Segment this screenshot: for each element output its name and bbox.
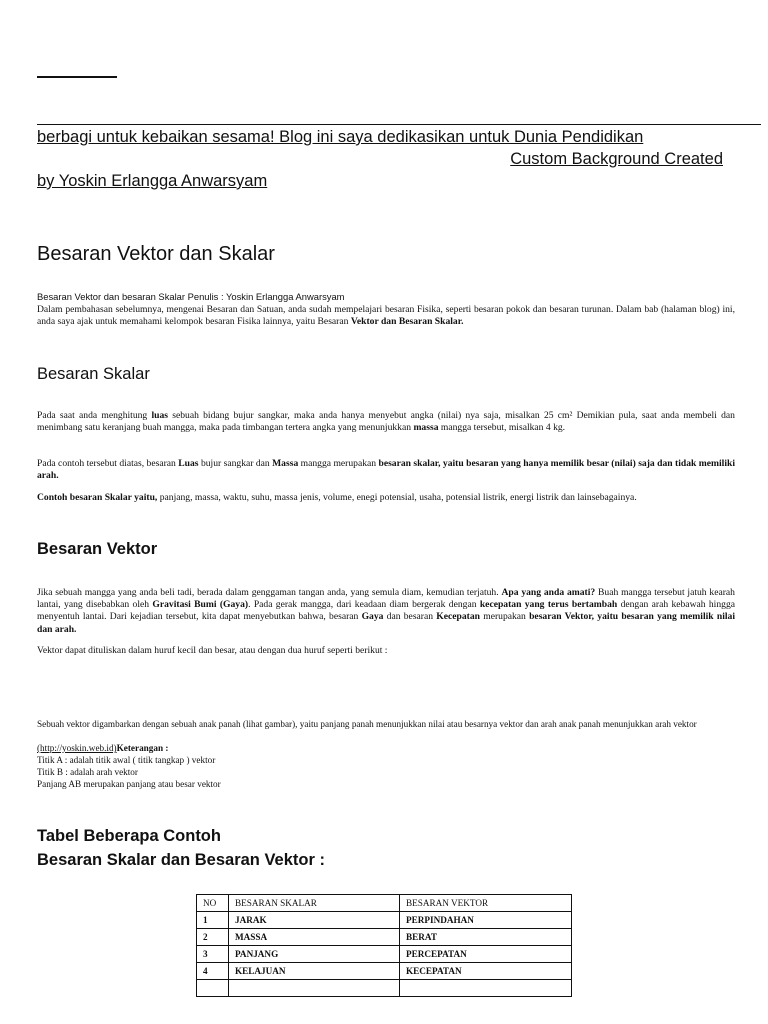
table-title-line-2: Besaran Skalar dan Besaran Vektor : xyxy=(37,851,325,869)
keterangan-item-2: Titik B : adalah arah vektor xyxy=(37,767,138,777)
vektor-paragraph-3: Sebuah vektor digambarkan dengan sebuah anak panah (lihat gambar), yaitu panjang panah menunjukkan nilai atau besarnya vektor dan arah anak panah menunjukkan arah vektor xyxy=(37,719,697,729)
table-cell: JARAK xyxy=(229,912,400,929)
table-cell: BERAT xyxy=(400,929,572,946)
keterangan-line: (http://yoskin.web.id)Keterangan : xyxy=(37,743,169,753)
skalar-paragraph-1: Pada saat anda menghitung luas sebuah bidang bujur sangkar, maka anda hanya menyebut angka (nilai) nya saja, misalkan 25 cm² Demikian pula, saat anda membeli dan menimbang satu keranjang buah mangga, maka pada timbangan tertera angka yang menunjukkan massa mangga tersebut, misalkan 4 kg. xyxy=(37,410,735,434)
table-cell: MASSA xyxy=(229,929,400,946)
table-header-cell: BESARAN VEKTOR xyxy=(400,895,572,912)
table-cell: PERCEPATAN xyxy=(400,946,572,963)
table-title xyxy=(37,824,325,872)
table-cell xyxy=(197,980,229,997)
table-cell xyxy=(400,980,572,997)
skalar-paragraph-2: Pada contoh tersebut diatas, besaran Luas bujur sangkar dan Massa mangga merupakan besaran skalar, yaitu besaran yang hanya memilik besar (nilai) saja dan tidak memiliki arah. xyxy=(37,458,735,482)
table-cell xyxy=(229,980,400,997)
keterangan-item-3: Panjang AB merupakan panjang atau besar vektor xyxy=(37,779,221,789)
table-row xyxy=(197,912,572,929)
source-link[interactable]: (http://yoskin.web.id) xyxy=(37,743,117,753)
vektor-paragraph-2: Vektor dapat dituliskan dalam huruf kecil dan besar, atau dengan dua huruf seperti berikut : xyxy=(37,645,388,656)
scalar-vector-table xyxy=(196,894,572,997)
table-row xyxy=(197,929,572,946)
article-title: Besaran Vektor dan Skalar xyxy=(37,243,275,265)
table-cell: 3 xyxy=(197,946,229,963)
table-row xyxy=(197,963,572,980)
blog-banner-text[interactable]: berbagi untuk kebaikan sesama! Blog ini saya dedikasikan untuk Dunia Pendidikan xyxy=(37,128,644,146)
top-underline-decoration xyxy=(37,76,117,78)
table-header-cell: NO xyxy=(197,895,229,912)
skalar-paragraph-3: Contoh besaran Skalar yaitu, panjang, massa, waktu, suhu, massa jenis, volume, enegi potensial, usaha, potensial listrik, energi listrik dan lainsebagainya. xyxy=(37,492,637,503)
banner-top-rule xyxy=(37,124,761,125)
table-cell: 1 xyxy=(197,912,229,929)
table-cell: 2 xyxy=(197,929,229,946)
table-cell: KECEPATAN xyxy=(400,963,572,980)
table-cell: KELAJUAN xyxy=(229,963,400,980)
article-byline: Besaran Vektor dan besaran Skalar Penulis : Yoskin Erlangga Anwarsyam xyxy=(37,291,345,302)
table-cell: 4 xyxy=(197,963,229,980)
blog-banner-text-2[interactable]: Custom Background Created xyxy=(510,150,723,168)
blog-banner-author[interactable]: by Yoskin Erlangga Anwarsyam xyxy=(37,172,268,190)
table-cell: PANJANG xyxy=(229,946,400,963)
table-row xyxy=(197,980,572,997)
table-title-line-1: Tabel Beberapa Contoh xyxy=(37,827,221,845)
table-row xyxy=(197,946,572,963)
keterangan-item-1: Titik A : adalah titik awal ( titik tangkap ) vektor xyxy=(37,755,216,765)
intro-paragraph: Dalam pembahasan sebelumnya, mengenai Besaran dan Satuan, anda sudah mempelajari besaran Fisika, seperti besaran pokok dan besaran turunan. Dalam bab (halaman blog) ini, anda saya ajak untuk memahami kelompok besaran Fisika lainnya, yaitu Besaran Vektor dan Besaran Skalar. xyxy=(37,304,735,328)
table-cell: PERPINDAHAN xyxy=(400,912,572,929)
vektor-paragraph-1: Jika sebuah mangga yang anda beli tadi, berada dalam genggaman tangan anda, yang semula diam, kemudian terjatuh. Apa yang anda amati? Buah mangga tersebut jatuh kearah lantai, yang disebabkan oleh Gravitasi Bumi (Gaya). Pada gerak mangga, dari keadaan diam bergerak dengan kecepatan yang terus bertambah dengan arah kebawah hingga menyentuh lantai. Dari kejadian tersebut, kita dapat menyebutkan bahwa, besaran Gaya dan besaran Kecepatan merupakan besaran Vektor, yaitu besaran yang memilik nilai dan arah. xyxy=(37,587,735,635)
table-header-cell: BESARAN SKALAR xyxy=(229,895,400,912)
section-heading-skalar: Besaran Skalar xyxy=(37,365,150,383)
table-header-row xyxy=(197,895,572,912)
section-heading-vektor: Besaran Vektor xyxy=(37,540,158,558)
